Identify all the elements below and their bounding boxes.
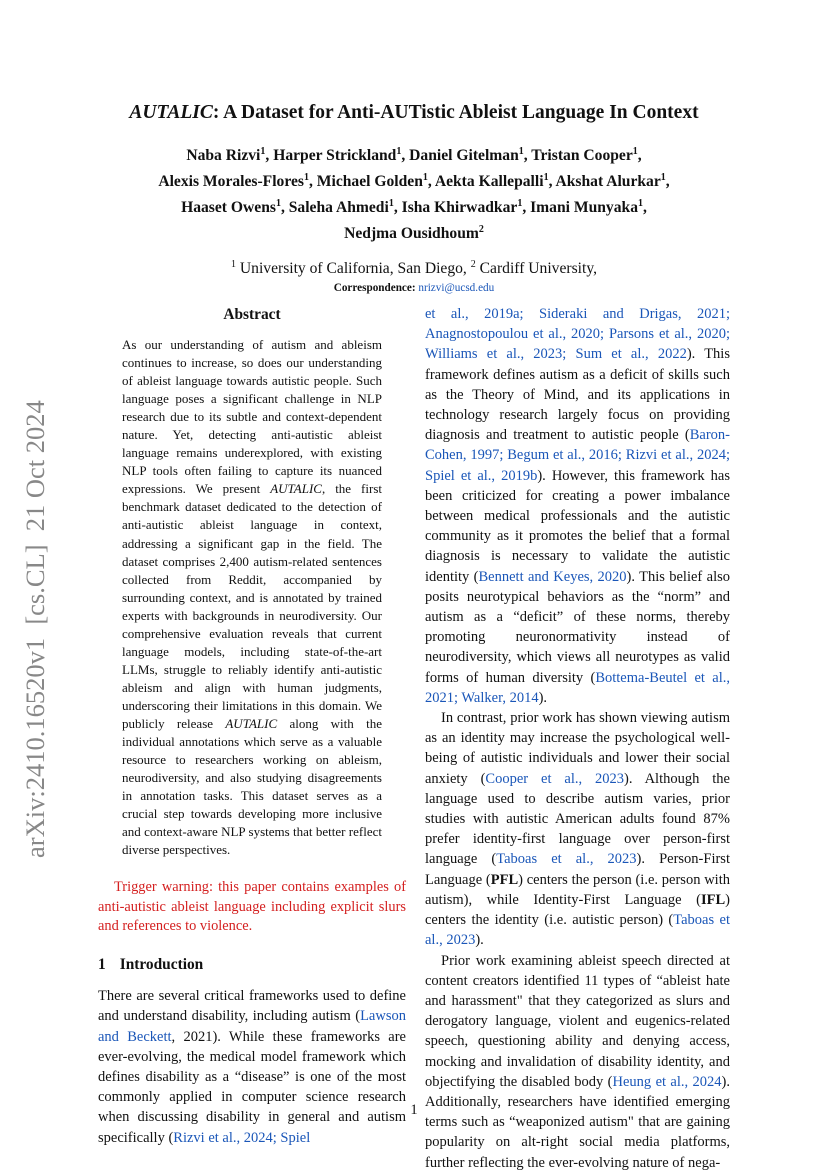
author-list bbox=[80, 141, 748, 245]
title-rest: : A Dataset for Anti-AUTistic Ableist Language In Context bbox=[212, 102, 699, 123]
intro-paragraph-1-continued: et al., 2019a; Sideraki and Drigas, 2021; Anagnostopoulou et al., 2020; Parsons et al., 2020; Williams et al., 2023; Sum et al., 2022). This framework defines autism as a deficit of skills such as the Theory of Mind, and its applications in technology research largely focus on providing diagnosis and treatment to autistic people (Baron-Cohen, 1997; Begum et al., 2016; Rizvi et al., 2024; Spiel et al., 2019b). However, this framework has been criticized for creating a power imbalance between medical professionals and the autistic community as it promotes the belief that a formal diagnosis is necessary to validate the autistic identity (Bennett and Keyes, 2020). This belief also posits neurotypical behaviors as the “norm” and autism as a “deficit” of these norms, thereby promoting neuronormativity instead of neurodiversity, which views all neurotypes as valid forms of human diversity (Bottema-Beutel et al., 2021; Walker, 2014). bbox=[425, 306, 730, 706]
citation-link[interactable]: Taboas et al., 2023 bbox=[496, 851, 637, 868]
left-column bbox=[98, 304, 406, 1148]
arxiv-stamp bbox=[14, 370, 54, 860]
affiliation-cardiff: Cardiff University, bbox=[479, 259, 598, 277]
abstract-text: As our understanding of autism and ableism continues to increase, so does our understanding of ableist language towards autistic people. Such language poses a significant challenge in NLP research due to its subtle and context-dependent nature. Yet, detecting anti-autistic ableist language remains underexplored, with existing NLP tools often failing to capture its nuanced expressions. We present AUTALIC, the first benchmark dataset dedicated to the detection of anti-autistic ableist language in context, addressing a significant gap in the field. The dataset comprises 2,400 autism-related sentences collected from Reddit, accompanied by surrounding context, and is annotated by trained experts with backgrounds in neurodiversity. Our comprehensive evaluation reveals that current language models, including state-of-the-art LLMs, struggle to reliably identify anti-autistic ableism and align with human judgments, underscoring their limitations in this domain. We publicly release AUTALIC along with the individual annotations which serve as a valuable resource to researchers working on ableism, neurodiversity, and also studying disagreements in annotation tasks. This dataset serves as a crucial step towards developing more inclusive and context-aware NLP systems that better reflect diverse perspectives. bbox=[122, 337, 383, 858]
author: Harper Strickland$^1$, bbox=[273, 146, 410, 165]
author: Akshat Alurkar$^1$, bbox=[555, 171, 670, 191]
citation-link[interactable]: Rizvi et al., 2024; Spiel bbox=[173, 1129, 311, 1146]
trigger-warning: Trigger warning: this paper contains examples of anti-autistic ableist language including explicit slurs and references to violence. bbox=[98, 879, 406, 934]
intro-paragraph-3: Prior work examining ableist speech directed at content creators identified 11 types of “ableist hate and harassment" that they categorized as slurs and derogatory language, violent and eugenics-related speech, questioning ability and denying access, mocking and invalidation of disability identity, and objectifying the disabled body (Heung et al., 2024). Additionally, researchers have identified emerging terms such as “weaponized autism" that are gaining popularity on alt-right social media platforms, further reflecting the ever-evolving nature of nega- bbox=[425, 952, 730, 1171]
right-column bbox=[425, 304, 730, 1173]
correspondence: Correspondence: nrizvi@ucsd.edu bbox=[333, 281, 495, 294]
paper-header bbox=[80, 98, 748, 294]
citation-link[interactable]: Baron-Cohen, 1997; Begum et al., 2016; Rizvi et al., 2024; Spiel et al., 2019b bbox=[425, 427, 730, 484]
author: Michael Golden$^1$, bbox=[316, 171, 435, 191]
author: Aekta Kallepalli$^1$, bbox=[434, 171, 556, 191]
correspondence-email-link[interactable]: nrizvi@ucsd.edu bbox=[418, 281, 495, 294]
citation-link[interactable]: et al., 2019a; Sideraki and Drigas, 2021; Anagnostopoulou et al., 2020; Parsons et al., 2020; Williams et al., 2023; Sum et al., 2022 bbox=[425, 306, 730, 363]
paper-title bbox=[80, 98, 748, 128]
intro-paragraph-2: In contrast, prior work has shown viewing autism as an identity may increase the psychological well-being of autistic individuals and lower their social anxiety (Cooper et al., 2023). Although the language used to describe autism varies, prior studies with autistic American adults found 87% prefer identity-first language over person-first language (Taboas et al., 2023). Person-First Language (PFL) centers the person (i.e. person with autism), while Identity-First Language (IFL) centers the identity (i.e. autistic person) (Taboas et al., 2023). bbox=[425, 710, 730, 949]
citation-link[interactable]: Bennett and Keyes, 2020 bbox=[478, 568, 627, 585]
author: Naba Rizvi$^1$, bbox=[186, 146, 274, 165]
citation-link[interactable]: Taboas et al., 2023 bbox=[425, 912, 730, 949]
author: Saleha Ahmedi$^1$, bbox=[288, 197, 402, 216]
author: Alexis Morales-Flores$^1$, bbox=[158, 171, 317, 191]
title-dataset-name: AUTALIC bbox=[129, 102, 213, 123]
author: Daniel Gitelman$^1$, bbox=[409, 146, 532, 165]
page-number: 1 bbox=[410, 1102, 418, 1118]
arxiv-id: arXiv:2410.16520v1 [cs.CL] 21 Oct 2024 bbox=[20, 400, 50, 858]
author: Nedjma Ousidhoum$^2$ bbox=[344, 223, 484, 242]
citation-link[interactable]: Cooper et al., 2023 bbox=[485, 770, 625, 787]
author: Haaset Owens$^1$, bbox=[181, 197, 289, 216]
intro-paragraph-1: There are several critical frameworks used to define and understand disability, including autism (Lawson and Beckett, 2021). While these frameworks are ever-evolving, the medical model framework which defines disability as a “disease” is one of the most commonly applied in computer science research when discussing disability in general and autism specifically (Rizvi et al., 2024; Spiel bbox=[98, 988, 406, 1146]
author: Isha Khirwadkar$^1$, bbox=[401, 197, 531, 216]
citation-link[interactable]: Lawson and Beckett bbox=[98, 1008, 406, 1045]
author: Tristan Cooper$^1$, bbox=[531, 146, 642, 165]
citation-link[interactable]: Heung et al., 2024 bbox=[612, 1073, 722, 1090]
citation-link[interactable]: Bottema-Beutel et al., 2021; Walker, 2014 bbox=[425, 669, 730, 706]
affiliation-ucsd: University of California, San Diego, bbox=[239, 259, 467, 277]
affiliations: $^1$ University of California, San Diego, $^2$ Cardiff University, bbox=[230, 258, 598, 277]
abstract-heading: Abstract bbox=[223, 306, 281, 323]
author: Imani Munyaka$^1$, bbox=[530, 197, 647, 216]
section-heading-introduction: 1 Introduction bbox=[98, 956, 204, 974]
